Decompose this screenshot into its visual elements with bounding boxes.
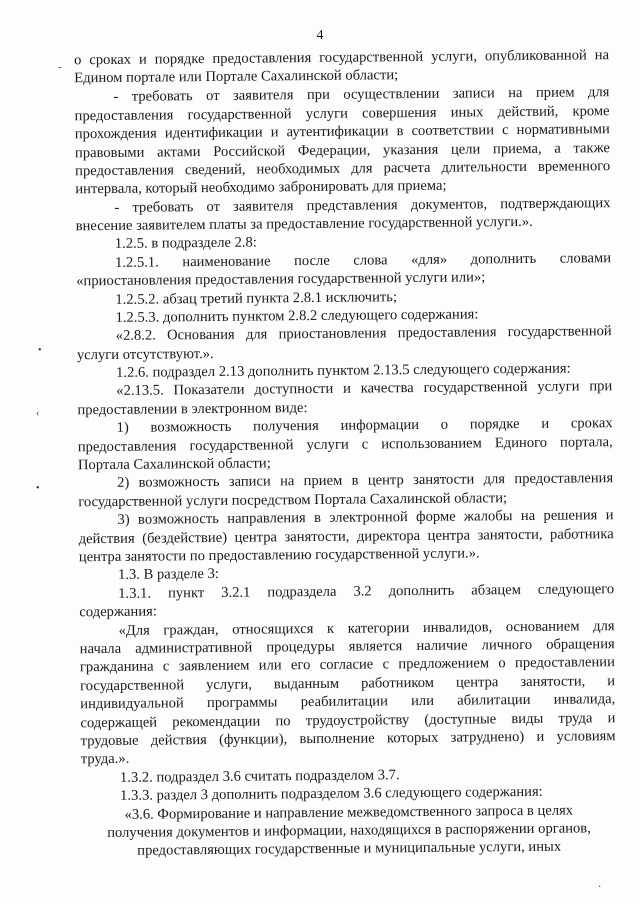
text-line: действия (бездействие) центра занятости, директора центра занятости, работника	[78, 526, 614, 548]
text-line: предоставления государственной услуги с использованием Единого портала,	[77, 434, 613, 456]
text-line: предоставления государственной услуги совершения иных действий, кроме	[74, 103, 610, 125]
text-line: прохождения идентификации и аутентификации в соответствии с нормативными	[74, 121, 610, 143]
text-line: Едином портале или Портале Сахалинской области;	[74, 67, 399, 87]
text-line: 1.2.5. в подразделе 2.8:	[114, 234, 257, 252]
text-line: предоставлении в электронном виде:	[77, 400, 308, 419]
text-line: 1.2.6. подраздел 2.13 дополнить пунктом 2.13.5 следующего содержания:	[116, 360, 571, 381]
text-line: государственной услуги, выданным работником центра занятости, и	[80, 673, 616, 695]
scan-mark: •	[38, 345, 42, 356]
text-line: центра занятости по предоставлению государственной услуги.».	[78, 545, 480, 566]
text-line: о сроках и порядке предоставления государственной услуги, опубликованной на	[74, 47, 610, 69]
text-line: интервала, который необходимо забронировать для приема;	[75, 177, 447, 198]
text-line: внесение заявителем платы за предоставление государственной услуги.».	[75, 213, 533, 235]
text-line: предоставляющих государственные и муниципальные услуги, иных	[137, 838, 562, 859]
page-number: 4	[316, 28, 324, 43]
text-line: услуги отсутствуют.».	[76, 345, 214, 364]
text-line: содержащей рекомендации по трудоустройству (доступные виды труда и	[80, 710, 616, 732]
text-line: гражданина с заявлением или его согласие с предложением о предоставлении	[79, 654, 615, 676]
text-line: содержания:	[79, 603, 157, 621]
text-line: индивидуальной программы реабилитации или абилитации инвалида,	[80, 691, 616, 713]
text-line: правовыми актами Российской Федерации, указания цели приема, а также	[74, 140, 611, 162]
text-line: 2) возможность записи на прием в центр занятости для предоставления	[117, 470, 614, 491]
text-line: «2.13.5. Показатели доступности и качества государственной услуги при	[116, 378, 613, 399]
text-line: 1.2.5.1. наименование после слова «для» дополнить словами	[114, 250, 612, 271]
scan-mark: ‹	[36, 408, 40, 419]
text-line: «2.8.2. Основания для приостановления предоставления государственной	[115, 323, 612, 344]
text-line: 1.2.5.3. дополнить пунктом 2.8.2 следующего содержания:	[115, 306, 479, 326]
text-line: «3.6. Формирование и направление межведомственного запроса в целях	[124, 802, 574, 823]
text-line: 1.3.3. раздел 3 дополнить подразделом 3.6 следующего содержания:	[120, 783, 543, 804]
text-line: государственной услуги посредством Портала Сахалинской области;	[78, 490, 508, 511]
text-line: 1.3. В разделе 3:	[117, 565, 219, 583]
text-line: 1.3.1. пункт 3.2.1 подраздела 3.2 дополнить абзацем следующего	[118, 581, 615, 602]
text-line: «Для граждан, относящихся к категории инвалидов, основанием для	[118, 618, 615, 639]
scan-mark: •	[36, 483, 40, 494]
text-line: - требовать от заявителя при осуществлении записи на прием для	[113, 84, 610, 105]
text-line: 3) возможность направления в электронной форме жалобы на решения и	[117, 507, 614, 528]
scan-mark: -	[58, 62, 62, 73]
text-line: - требовать от заявителя представления документов, подтверждающих	[114, 195, 611, 216]
text-line: 1.3.2. подраздел 3.6 считать подразделом 3.7.	[119, 767, 400, 786]
text-line: трудовые действия (функции), выполнение которых затруднено) и условиям	[80, 728, 616, 750]
text-line: Портала Сахалинской области;	[77, 455, 271, 474]
text-line: труда.».	[80, 750, 130, 768]
text-line: 1) возможность получения информации о порядке и сроках	[116, 415, 613, 436]
document-body	[0, 46, 640, 859]
text-line: предоставления сведений, необходимых для расчета длительности временного	[75, 158, 611, 180]
text-line: «приостановления предоставления государственной услуги или»;	[76, 269, 486, 290]
text-line: получения документов и информации, находящихся в распоряжении органов,	[107, 820, 591, 842]
scan-mark: ·	[598, 882, 602, 893]
text-line: 1.2.5.2. абзац третий пункта 2.8.1 исключить;	[115, 289, 398, 308]
text-line: начала административной процедуры является наличие личного обращения	[79, 636, 615, 658]
